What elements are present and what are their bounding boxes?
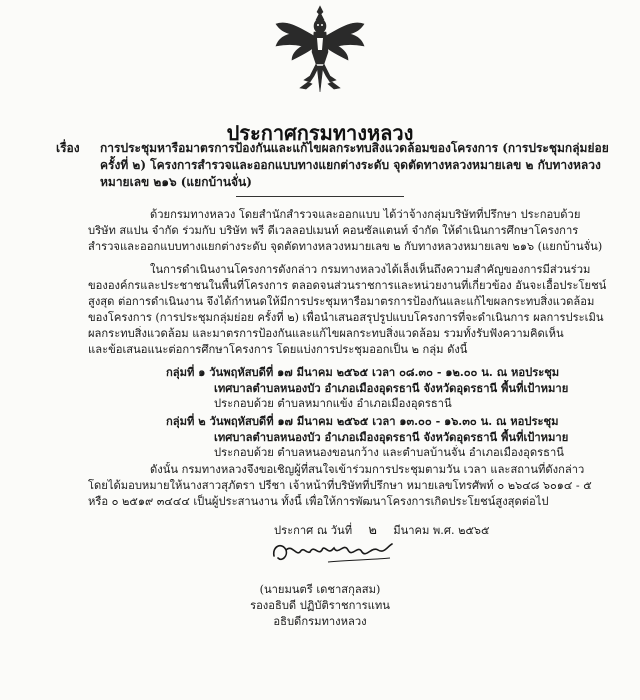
paragraph-line: หรือ ๐ ๒๕๑๙ ๓๔๔๔ เป็นผู้ประสานงาน ทั้งนี้ เพื่อให้การพัฒนาโครงการเกิดประโยชน์สูงสุดต่อไป [88, 495, 549, 508]
subject-label: เรื่อง [56, 141, 80, 155]
subject-line: ครั้งที่ ๒) โครงการสำรวจและออกแบบทางแยกต่างระดับ จุดตัดทางหลวงหมายเลข ๒ กับทางหลวง [100, 158, 601, 172]
signatory-position: รองอธิบดี ปฏิบัติราชการแทน [250, 599, 390, 612]
divider [236, 196, 404, 197]
paragraph-line: ด้วยกรมทางหลวง โดยสำนักสำรวจและออกแบบ ได้ว่าจ้างกลุ่มบริษัทที่ปรึกษา ประกอบด้วย [150, 208, 581, 221]
subject-line: หมายเลข ๒๑๖ (แยกบ้านจั่น) [100, 175, 252, 189]
group-line: ประกอบด้วย ตำบลหมากแข้ง อำเภอเมืองอุดรธานี [214, 397, 452, 410]
paragraph-line: ในการดำเนินงานโครงการดังกล่าว กรมทางหลวงได้เล็งเห็นถึงความสำคัญของการมีส่วนร่วม [150, 263, 591, 276]
group-line: กลุ่มที่ ๑ วันพฤหัสบดีที่ ๑๗ มีนาคม ๒๕๖๕ เวลา ๐๘.๓๐ - ๑๒.๐๐ น. ณ หอประชุม [166, 365, 560, 379]
signatory-name: (นายมนตรี เดชาสกุลสม) [259, 583, 381, 596]
paragraph-line: ขององค์กรและประชาชนในพื้นที่โครงการ ตลอดจนส่วนราชการและหน่วยงานที่เกี่ยวข้อง อันจะเอื้อประโยชน์ [88, 279, 607, 292]
group-line: เทศบาลตำบลหนองบัว อำเภอเมืองอุดรธานี จังหวัดอุดรธานี พื้นที่เป้าหมาย [214, 381, 569, 395]
group-line: เทศบาลตำบลหนองบัว อำเภอเมืองอุดรธานี จังหวัดอุดรธานี พื้นที่เป้าหมาย [214, 430, 569, 444]
signatory-block [180, 582, 460, 630]
paragraph-invitation [88, 462, 618, 510]
page-title: ประกาศกรมทางหลวง [226, 121, 414, 145]
paragraph-line: บริษัท สแปน จำกัด ร่วมกับ บริษัท พรี ดีเวลลอปเมนท์ คอนซัลแตนท์ จำกัด ให้ดำเนินการศึกษาโครงการ [88, 224, 579, 237]
subject-line: การประชุมหารือมาตรการป้องกันและแก้ไขผลกระทบสิ่งแวดล้อมของโครงการ (การประชุมกลุ่มย่อย [100, 141, 609, 155]
announce-suffix: มีนาคม พ.ศ. ๒๕๖๕ [393, 524, 490, 537]
paragraph-line: สูงสุด ต่อการดำเนินงาน จึงได้กำหนดให้มีการประชุมหารือมาตรการป้องกันและแก้ไขผลกระทบสิ่งแวดล้อม [88, 295, 595, 308]
subject-block [56, 140, 616, 191]
paragraph-line: ของโครงการ (การประชุมกลุ่มย่อย ครั้งที่ ๒) เพื่อนำเสนอสรุปรูปแบบโครงการที่จะดำเนินการ ผลการประเมิน [88, 311, 604, 324]
signature-icon [268, 536, 398, 568]
paragraph-line: ดังนั้น กรมทางหลวงจึงขอเชิญผู้ที่สนใจเข้าร่วมการประชุมตามวัน เวลา และสถานที่ดังกล่าว [150, 463, 585, 476]
paragraph-purpose [88, 262, 618, 358]
group-line: กลุ่มที่ ๒ วันพฤหัสบดีที่ ๑๗ มีนาคม ๒๕๖๕ เวลา ๑๓.๐๐ - ๑๖.๓๐ น. ณ หอประชุม [166, 414, 559, 428]
meeting-group-2 [166, 413, 626, 461]
announce-prefix: ประกาศ ณ วันที่ [274, 524, 353, 537]
announce-day: ๒ [368, 523, 377, 538]
paragraph-line: สำรวจและออกแบบทางแยกต่างระดับ จุดตัดทางหลวงหมายเลข ๒ กับทางหลวงหมายเลข ๒๑๖ (แยกบ้านจั่น) [88, 240, 603, 253]
paragraph-intro [88, 207, 618, 255]
group-line: ประกอบด้วย ตำบลหนองขอนกว้าง และตำบลบ้านจั่น อำเภอเมืองอุดรธานี [214, 446, 564, 459]
garuda-emblem-icon [270, 2, 370, 94]
paragraph-line: และข้อเสนอแนะต่อการศึกษาโครงการ โดยแบ่งการประชุมออกเป็น ๒ กลุ่ม ดังนี้ [88, 343, 468, 356]
signatory-position: อธิบดีกรมทางหลวง [273, 615, 367, 628]
paragraph-line: ผลกระทบสิ่งแวดล้อม และมาตรการป้องกันและแก้ไขผลกระทบสิ่งแวดล้อม รวมทั้งรับฟังความคิดเห็น [88, 327, 564, 340]
meeting-group-1 [166, 364, 626, 412]
paragraph-line: โดยได้มอบหมายให้นางสาวสุภัตรา ปรีชา เจ้าหน้าที่บริษัทที่ปรึกษา หมายเลขโทรศัพท์ ๐ ๒๖๔๘ ๖๐๑๔ - ๕ [88, 479, 592, 492]
